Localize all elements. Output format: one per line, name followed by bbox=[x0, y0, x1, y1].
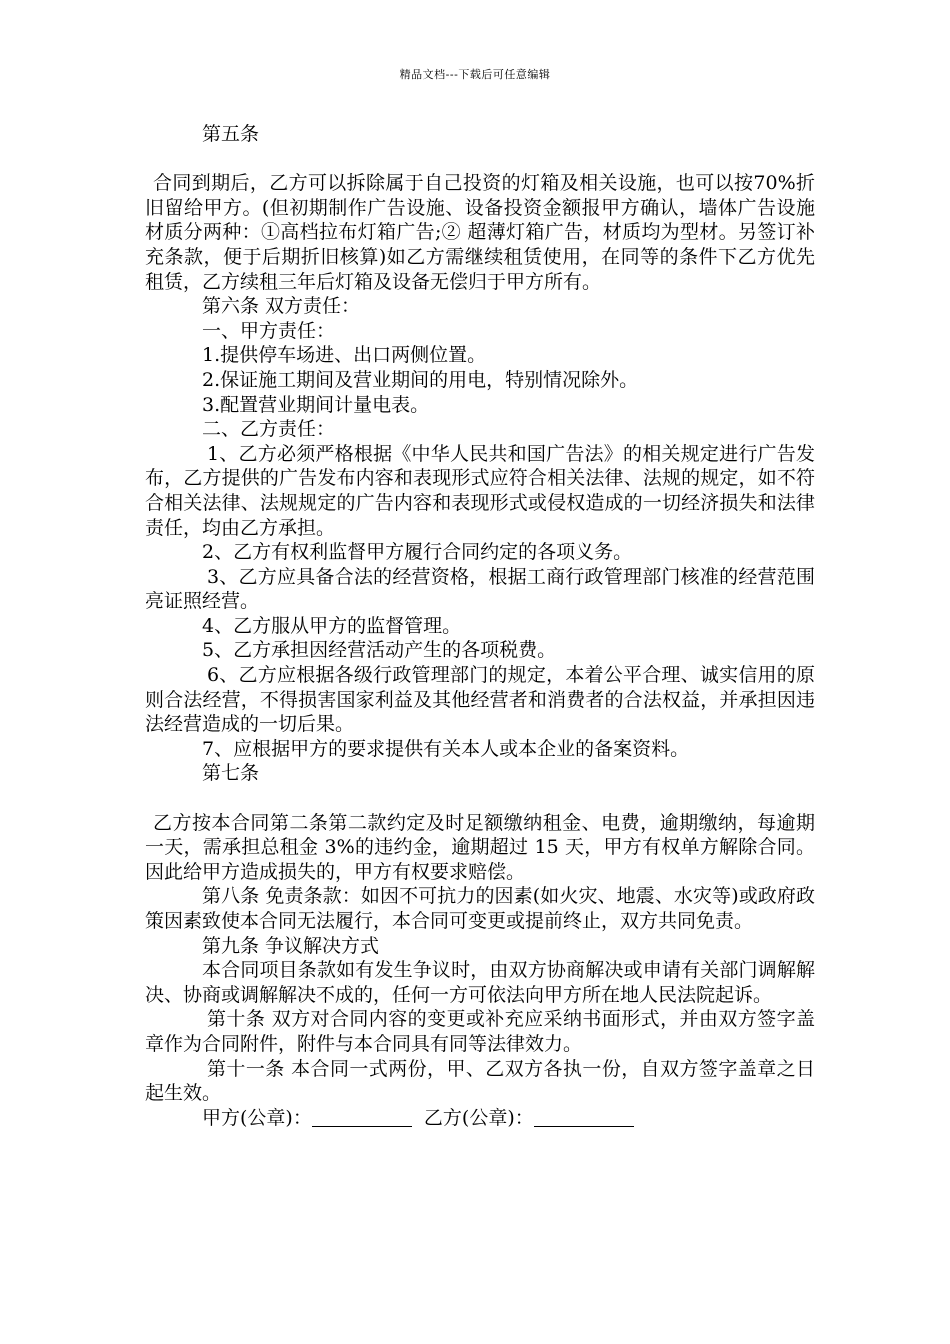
party-b-duty-4: 4、乙方服从甲方的监督管理。 bbox=[202, 614, 462, 637]
blank-line bbox=[145, 786, 815, 811]
blank-line bbox=[145, 147, 815, 172]
party-a-duties-title: 一、甲方责任： bbox=[202, 319, 336, 342]
page-header: 精品文档---下载后可任意编辑 bbox=[399, 68, 551, 81]
party-a-duty-3: 3.配置营业期间计量电表。 bbox=[202, 393, 430, 416]
party-b-duty-1: 1、乙方必须严格根据《中华人民共和国广告法》的相关规定进行广告发布，乙方提供的广告发布内容和表现形式应符合相关法律、法规的规定，如不符合相关法律、法规规定的广告内容和表现形式或侵权造成的一切经济损失和法律责任，均由乙方承担。 bbox=[145, 442, 815, 539]
article-9-title: 第九条 争议解决方式 bbox=[202, 934, 380, 957]
article-9-text: 本合同项目条款如有发生争议时，由双方协商解决或申请有关部门调解解决、协商或调解解决不成的，任何一方可依法向甲方所在地人民法院起诉。 bbox=[145, 959, 815, 1006]
article-7-text: 乙方按本合同第二条第二款约定及时足额缴纳租金、电费，逾期缴纳，每逾期一天，需承担总租金 3%的违约金，逾期超过 15 天，甲方有权单方解除合同。因此给甲方造成损失的，甲方有权要求赔偿。 bbox=[145, 811, 815, 883]
article-5-text: 合同到期后，乙方可以拆除属于自己投资的灯箱及相关设施，也可以按70%折旧留给甲方。(但初期制作广告设施、设备投资金额报甲方确认，墙体广告设施材质分两种：①高档拉布灯箱广告;② 超薄灯箱广告，材质均为型材。另签订补充条款，便于后期折旧核算)如乙方需继续租赁使用，在同等的条件下乙方优先租赁，乙方续租三年后灯箱及设备无偿归于甲方所有。 bbox=[145, 172, 815, 293]
contract-body bbox=[145, 122, 815, 1130]
article-8: 第八条 免责条款：如因不可抗力的因素(如火灾、地震、水灾等)或政府政策因素致使本合同无法履行，本合同可变更或提前终止，双方共同免责。 bbox=[145, 885, 815, 932]
party-b-duty-5: 5、乙方承担因经营活动产生的各项税费。 bbox=[202, 639, 557, 662]
article-11: 第十一条 本合同一式两份，甲、乙双方各执一份，自双方签字盖章之日起生效。 bbox=[145, 1057, 815, 1105]
article-10: 第十条 双方对合同内容的变更或补充应采纳书面形式，并由双方签字盖章作为合同附件，附件与本合同具有同等法律效力。 bbox=[145, 1008, 815, 1055]
party-b-duty-3: 3、乙方应具备合法的经营资格，根据工商行政管理部门核准的经营范围亮证照经营。 bbox=[145, 565, 815, 613]
party-b-duty-7: 7、应根据甲方的要求提供有关本人或本企业的备案资料。 bbox=[202, 737, 690, 760]
party-a-seal-blank[interactable] bbox=[312, 1108, 412, 1127]
signature-line bbox=[145, 1106, 815, 1131]
article-5-title: 第五条 bbox=[202, 123, 260, 145]
party-b-duty-6: 6、乙方应根据各级行政管理部门的规定，本着公平合理、诚实信用的原则合法经营，不得损害国家利益及其他经营者和消费者的合法权益，并承担因违法经营造成的一切后果。 bbox=[145, 664, 815, 736]
party-a-seal-label: 甲方(公章)： bbox=[202, 1106, 312, 1129]
party-b-seal-blank[interactable] bbox=[534, 1108, 634, 1127]
party-b-duties-title: 二、乙方责任： bbox=[202, 418, 336, 441]
party-b-seal-label: 乙方(公章)： bbox=[423, 1106, 534, 1129]
party-a-duty-1: 1.提供停车场进、出口两侧位置。 bbox=[202, 344, 487, 367]
article-7-title: 第七条 bbox=[202, 762, 260, 785]
party-b-duty-2: 2、乙方有权利监督甲方履行合同约定的各项义务。 bbox=[202, 541, 633, 564]
party-a-duty-2: 2.保证施工期间及营业期间的用电，特别情况除外。 bbox=[202, 368, 639, 391]
article-6-title: 第六条 双方责任： bbox=[202, 295, 361, 318]
